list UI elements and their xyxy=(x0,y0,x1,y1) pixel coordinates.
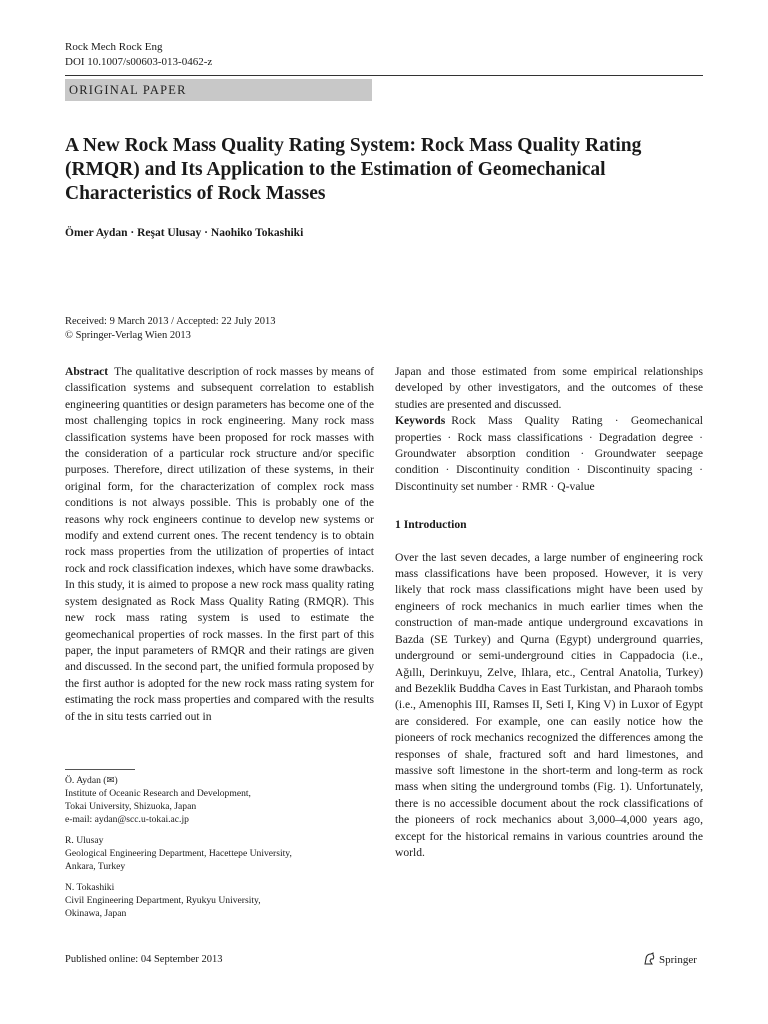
affiliation-line: Okinawa, Japan xyxy=(65,908,127,919)
affiliation-2 xyxy=(65,834,374,873)
affiliation-name: R. Ulusay xyxy=(65,835,104,846)
right-column xyxy=(395,364,703,861)
affiliation-email[interactable]: e-mail: aydan@scc.u-tokai.ac.jp xyxy=(65,814,189,825)
introduction-text: Over the last seven decades, a large number of engineering rock mass classifications have been proposed. However, it is very likely that rock mass classifications might have been used by engineers of rock mechanics in much earlier times when the construction of man-made antique underground excavations in Bazda (SE Turkey) and Qurna (Egypt) underground quarries, underground or semi-underground cities in Cappadocia (i.e., Ağıllı, Derinkuyu, Zelve, Ihlara, etc., Central Anatolia, Turkey) and Bezeklik Buddha Caves in East Turkistan, and Pharaoh tombs (i.e., Amenophis III, Ramses II, Seti I, King V) in Luxor of Egypt are considered. For example, one can easily notice how the pioneers of rock mechanics recognized the differences among the responses of shale, fractured soft and hard limestones, and massive soft limestone in the short-term and long-term as rock mass when siting the underground tombs (Fig. 1). Unfortunately, there is no accessible document about the rock classifications of the pioneers of rock mechanics about 3,000–4,000 years ago, except for the historical remains in various countries around the world. xyxy=(395,550,703,859)
copyright: © Springer-Verlag Wien 2013 xyxy=(65,330,191,341)
affiliation-1 xyxy=(65,774,374,826)
affiliation-3 xyxy=(65,881,374,920)
affiliation-rule xyxy=(65,769,135,770)
abstract-text-1: The qualitative description of rock masses by means of classification systems and subsequent correlation to establish engineering quantities or design parameters has become one of the most challenging topics in rock engineering. Many rock mass classification systems have been proposed for rock masses with the consideration of a particular rock structure and/or specific purposes. Therefore, direct utilization of these systems, in their original form, for the characterization of complex rock mass conditions is not always possible. This is probably one of the reasons why rock engineers continue to develop new systems or modify and extend current ones. The recent tendency is to obtain rock mass properties from the utilization of properties of intact rock and rock classification indexes, which have some drawbacks. In this study, it is aimed to propose a new rock mass quality rating system designated as Rock Mass Quality Rating (RMQR). This new rock mass rating system is used to estimate the geomechanical properties of rock masses. In the first part of this paper, the input parameters of RMQR and their ratings are given and discussed. In the second part, the unified formula proposed by the first author is adopted for the new rock mass rating system for estimating the rock mass properties and compared with the results of the in situ tests carried out in xyxy=(65,365,374,723)
affiliation-line: Ankara, Turkey xyxy=(65,861,126,872)
springer-horse-icon xyxy=(642,952,656,966)
keywords-text: Rock Mass Quality Rating · Geomechanical properties · Rock mass classifications · Degradation degree · Groundwater absorption condition · Groundwater seepage condition · Discontinuity condition · Discontinuity spacing · Discontinuity set number · RMR · Q-value xyxy=(395,414,703,493)
abstract-continued: Japan and those estimated from some empirical relationships developed by other investigators, and the outcomes of these studies are presented and discussed. xyxy=(395,365,703,411)
section-heading: 1 Introduction xyxy=(395,518,467,532)
published-date: Published online: 04 September 2013 xyxy=(65,954,223,965)
article-type-band: ORIGINAL PAPER xyxy=(65,79,372,101)
affiliation-name: N. Tokashiki xyxy=(65,882,115,893)
left-column xyxy=(65,364,374,725)
publisher-name: Springer xyxy=(659,954,697,966)
abstract xyxy=(65,364,374,725)
affiliation-line: Tokai University, Shizuoka, Japan xyxy=(65,801,197,812)
header-rule xyxy=(65,75,703,76)
publisher-logo xyxy=(642,952,697,966)
received-accepted: Received: 9 March 2013 / Accepted: 22 July 2013 xyxy=(65,316,276,327)
affiliation-line: Geological Engineering Department, Hacettepe University, xyxy=(65,848,292,859)
affiliation-line: Institute of Oceanic Research and Development, xyxy=(65,788,251,799)
doi[interactable]: DOI 10.1007/s00603-013-0462-z xyxy=(65,56,213,68)
keywords-label: Keywords xyxy=(395,414,446,428)
authors: Ömer Aydan · Reşat Ulusay · Naohiko Tokashiki xyxy=(65,227,304,239)
journal-name: Rock Mech Rock Eng xyxy=(65,41,163,53)
dates-block xyxy=(65,315,276,343)
journal-header xyxy=(65,40,212,70)
paper-title: A New Rock Mass Quality Rating System: Rock Mass Quality Rating (RMQR) and Its Application to the Estimation of Geomechanical Characteristics of Rock Masses xyxy=(65,135,642,204)
keywords xyxy=(395,413,703,495)
affiliations xyxy=(65,769,374,928)
abstract-label: Abstract xyxy=(65,365,109,378)
affiliation-line: Civil Engineering Department, Ryukyu University, xyxy=(65,895,261,906)
affiliation-name: Ö. Aydan (✉) xyxy=(65,775,118,786)
